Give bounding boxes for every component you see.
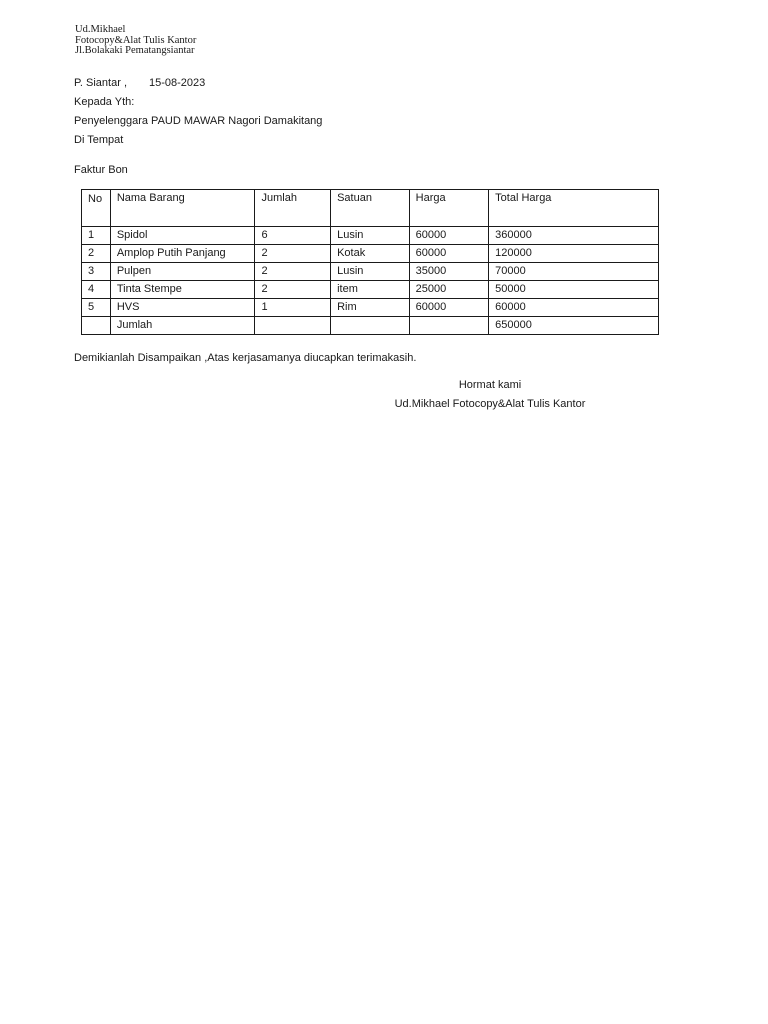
row-quantity: 6 xyxy=(255,227,331,245)
letterhead xyxy=(75,25,196,57)
row-item-name: Amplop Putih Panjang xyxy=(110,245,255,263)
table-sum-row xyxy=(82,317,659,335)
table-row xyxy=(82,281,659,299)
date: 15-08-2023 xyxy=(149,77,206,89)
row-item-name: Pulpen xyxy=(110,263,255,281)
row-total: 360000 xyxy=(489,227,659,245)
sum-empty-unit xyxy=(331,317,410,335)
company-address: Jl.Bolakaki Pematangsiantar xyxy=(75,45,195,56)
header-quantity: Jumlah xyxy=(255,190,331,227)
row-total: 120000 xyxy=(489,245,659,263)
recipient-location: Di Tempat xyxy=(74,134,124,146)
sum-value: 650000 xyxy=(489,317,659,335)
row-no: 4 xyxy=(82,281,111,299)
row-item-name: Tinta Stempe xyxy=(110,281,255,299)
row-no: 3 xyxy=(82,263,111,281)
sum-empty-price xyxy=(409,317,489,335)
row-quantity: 2 xyxy=(255,263,331,281)
document-title: Faktur Bon xyxy=(74,164,128,176)
invoice-table xyxy=(81,189,659,335)
row-unit: Lusin xyxy=(331,227,410,245)
row-quantity: 1 xyxy=(255,299,331,317)
row-quantity: 2 xyxy=(255,245,331,263)
sum-empty-qty xyxy=(255,317,331,335)
row-no: 2 xyxy=(82,245,111,263)
salutation: Kepada Yth: xyxy=(74,96,135,108)
row-no: 1 xyxy=(82,227,111,245)
recipient-name: Penyelenggara PAUD MAWAR Nagori Damakitang xyxy=(74,115,323,127)
row-total: 60000 xyxy=(489,299,659,317)
header-no: No xyxy=(82,190,111,227)
row-unit: Kotak xyxy=(331,245,410,263)
sum-empty-no xyxy=(82,317,111,335)
row-price: 25000 xyxy=(409,281,489,299)
closing-text: Demikianlah Disampaikan ,Atas kerjasamanya diucapkan terimakasih. xyxy=(74,352,417,364)
row-total: 70000 xyxy=(489,263,659,281)
header-price: Harga xyxy=(409,190,489,227)
row-item-name: Spidol xyxy=(110,227,255,245)
table-row xyxy=(82,263,659,281)
table-row xyxy=(82,299,659,317)
row-quantity: 2 xyxy=(255,281,331,299)
row-price: 35000 xyxy=(409,263,489,281)
signature-block xyxy=(360,376,620,414)
header-total-price: Total Harga xyxy=(489,190,659,227)
table-row xyxy=(82,245,659,263)
table-row xyxy=(82,227,659,245)
row-no: 5 xyxy=(82,299,111,317)
row-price: 60000 xyxy=(409,299,489,317)
row-unit: Lusin xyxy=(331,263,410,281)
table-header-row xyxy=(82,190,659,227)
company-name: Ud.Mikhael xyxy=(75,24,126,35)
row-price: 60000 xyxy=(409,245,489,263)
header-item-name: Nama Barang xyxy=(110,190,255,227)
place-date xyxy=(74,77,205,90)
header-unit: Satuan xyxy=(331,190,410,227)
signature-greeting: Hormat kami xyxy=(458,379,522,391)
signature-sender: Ud.Mikhael Fotocopy&Alat Tulis Kantor xyxy=(394,398,586,410)
row-item-name: HVS xyxy=(110,299,255,317)
row-unit: item xyxy=(331,281,410,299)
row-price: 60000 xyxy=(409,227,489,245)
row-total: 50000 xyxy=(489,281,659,299)
place: P. Siantar , xyxy=(74,77,127,89)
row-unit: Rim xyxy=(331,299,410,317)
business-type: Fotocopy&Alat Tulis Kantor xyxy=(75,34,197,46)
sum-label: Jumlah xyxy=(110,317,255,335)
